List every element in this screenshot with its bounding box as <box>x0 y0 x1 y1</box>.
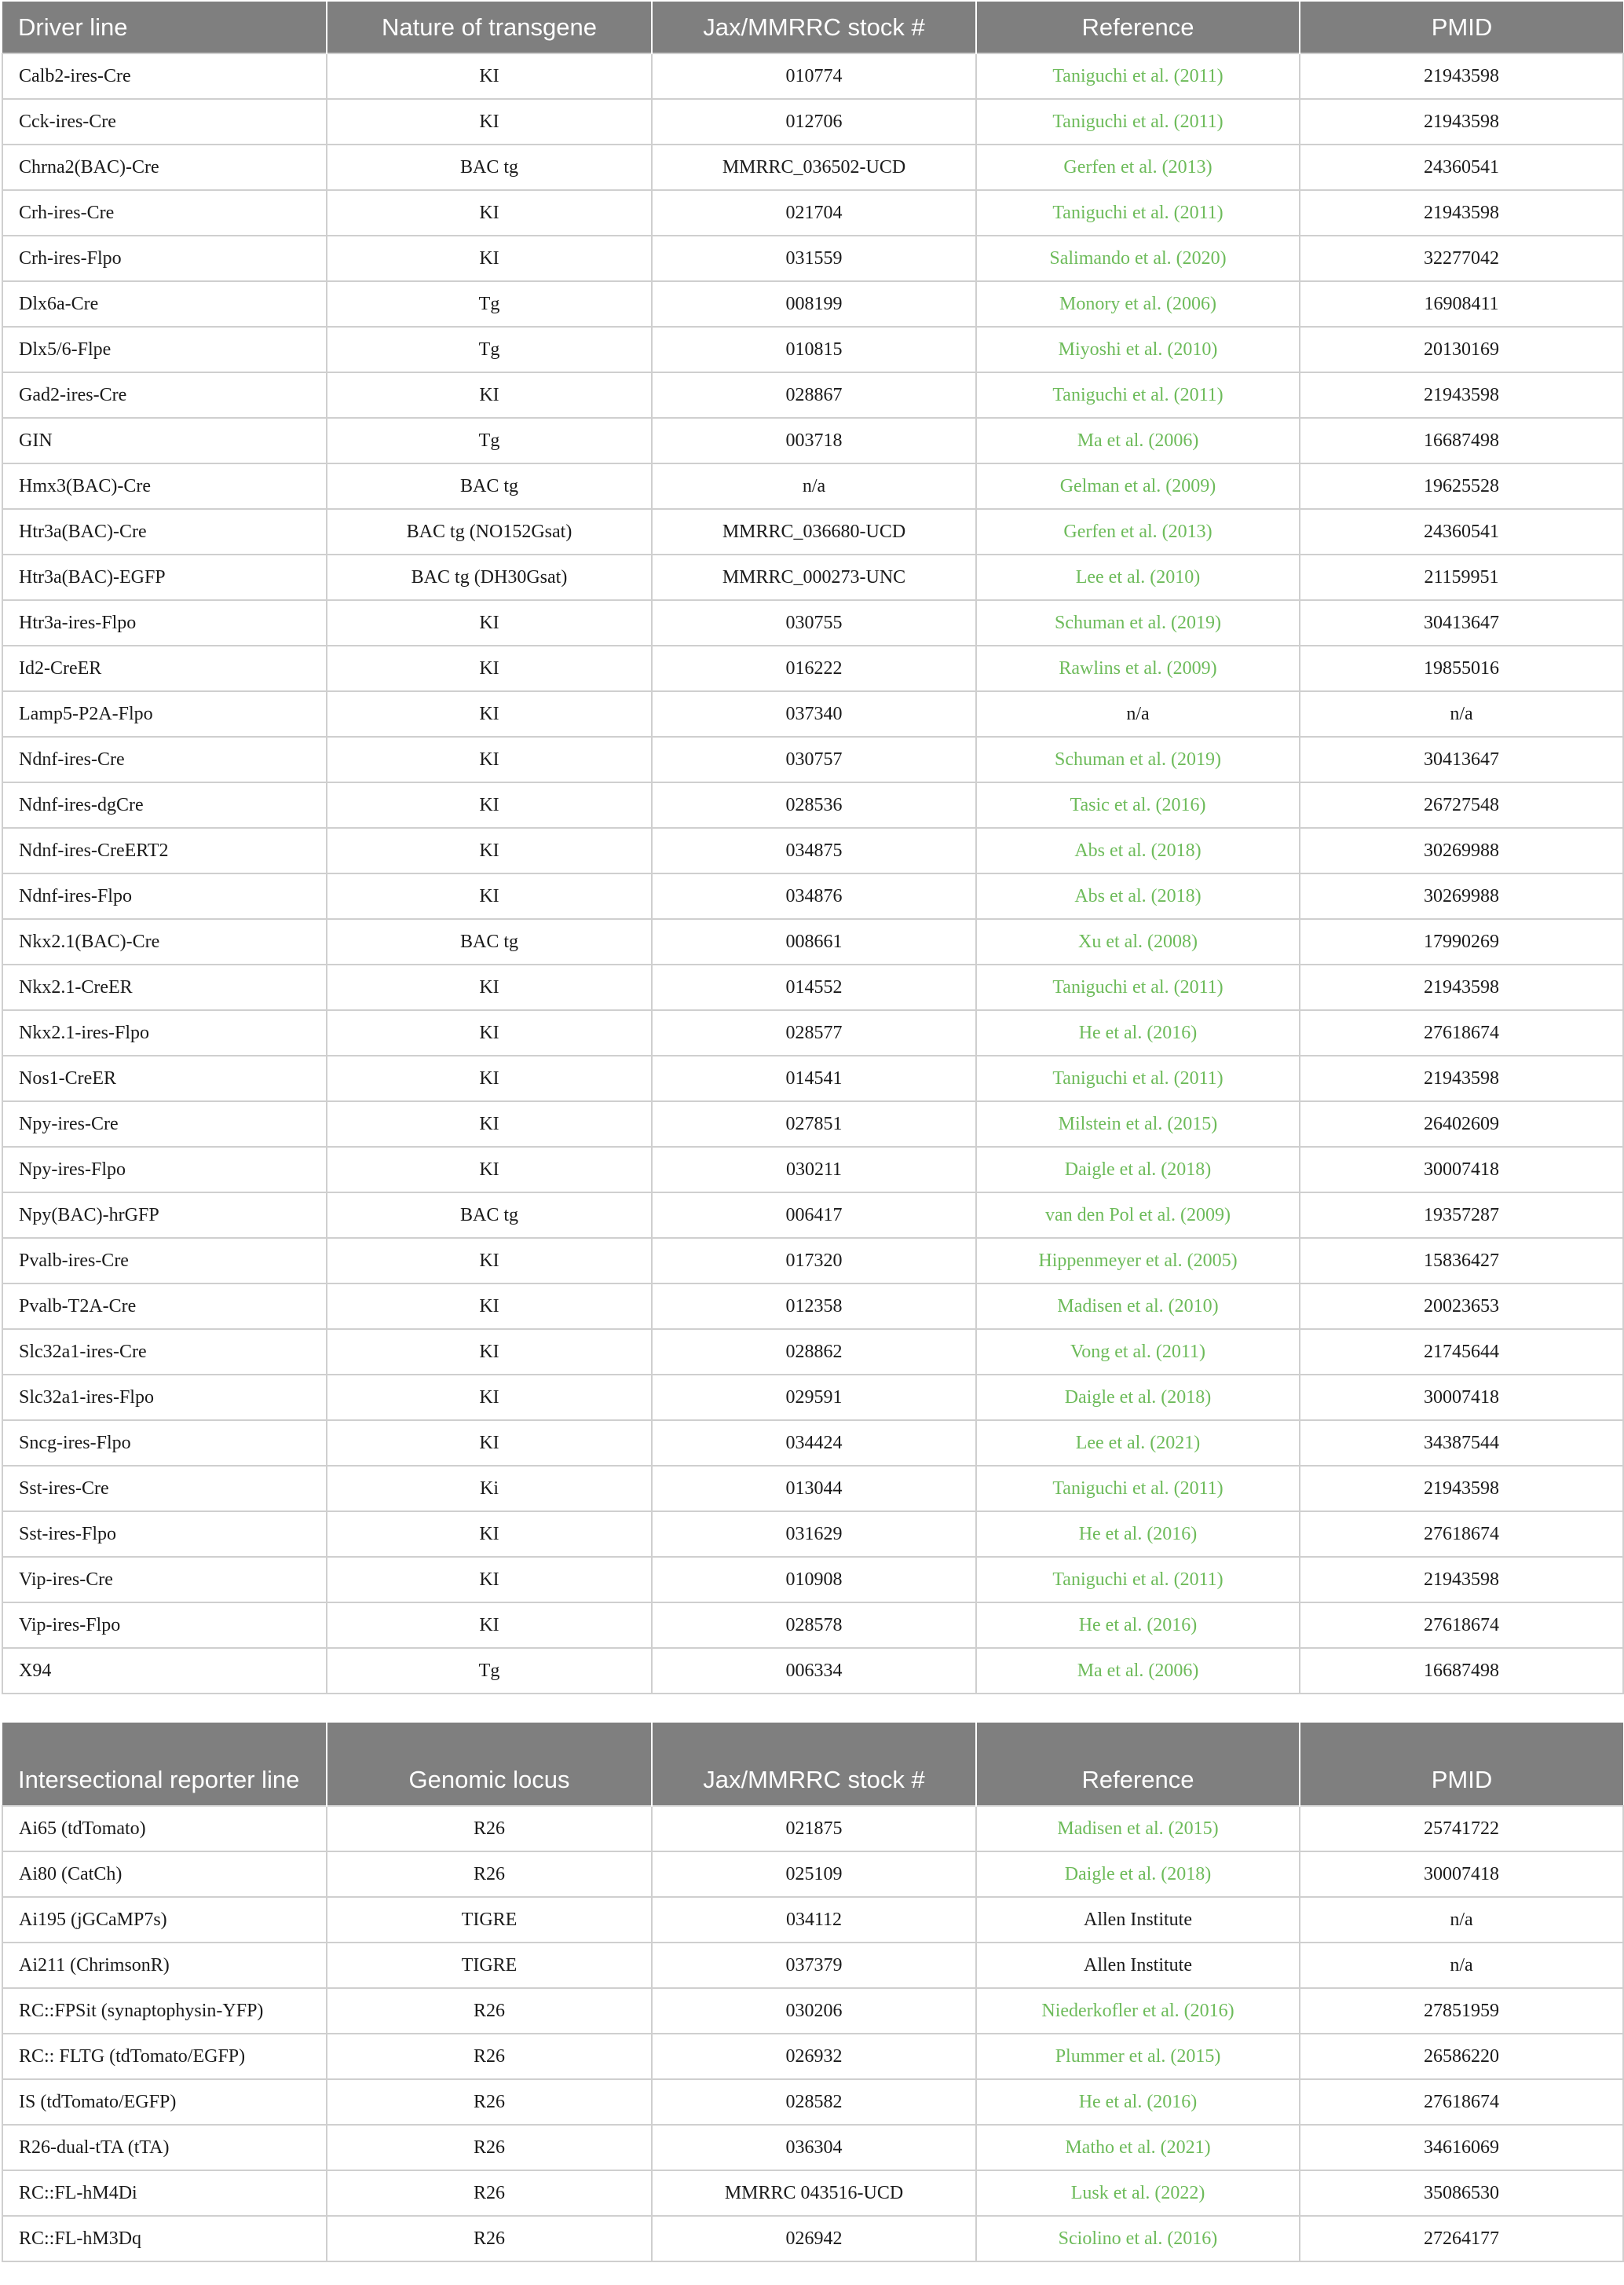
table-row <box>2 509 1623 555</box>
line-name-cell: Htr3a(BAC)-Cre <box>2 509 327 555</box>
line-name-cell: Ndnf-ires-Flpo <box>2 873 327 919</box>
transgene-cell: KI <box>327 600 652 646</box>
driver-line-table <box>2 2 1624 1694</box>
pmid-cell: n/a <box>1300 1897 1623 1943</box>
table-row <box>2 1101 1623 1147</box>
transgene-cell: BAC tg <box>327 463 652 509</box>
pmid-cell: 34616069 <box>1300 2125 1623 2170</box>
pmid-cell: 21745644 <box>1300 1329 1623 1375</box>
line-name-cell: Chrna2(BAC)-Cre <box>2 145 327 190</box>
stock-number-cell: MMRRC_036502-UCD <box>652 145 976 190</box>
transgene-cell: KI <box>327 1602 652 1648</box>
line-name-cell: Htr3a-ires-Flpo <box>2 600 327 646</box>
table-row <box>2 1283 1623 1329</box>
stock-number-cell: 006417 <box>652 1192 976 1238</box>
pmid-cell: 35086530 <box>1300 2170 1623 2216</box>
transgene-cell: KI <box>327 1010 652 1056</box>
transgene-cell: BAC tg (NO152Gsat) <box>327 509 652 555</box>
table-row <box>2 919 1623 965</box>
stock-number-cell: 014541 <box>652 1056 976 1101</box>
transgene-cell: KI <box>327 828 652 873</box>
stock-number-cell: 006334 <box>652 1648 976 1694</box>
pmid-cell: 30413647 <box>1300 737 1623 782</box>
transgene-cell: BAC tg <box>327 1192 652 1238</box>
pmid-cell: n/a <box>1300 1943 1623 1988</box>
table-row <box>2 1375 1623 1420</box>
table-row <box>2 555 1623 600</box>
reference-cell: n/a <box>976 691 1300 737</box>
transgene-cell: KI <box>327 1283 652 1329</box>
reference-link[interactable]: Taniguchi et al. (2011) <box>976 965 1300 1010</box>
pmid-cell: 27851959 <box>1300 1988 1623 2034</box>
table-row <box>2 1988 1623 2034</box>
reference-link[interactable]: Taniguchi et al. (2011) <box>976 190 1300 236</box>
stock-number-cell: 021875 <box>652 1806 976 1851</box>
pmid-cell: 20023653 <box>1300 1283 1623 1329</box>
stock-number-cell: 034112 <box>652 1897 976 1943</box>
pmid-cell: 27618674 <box>1300 1602 1623 1648</box>
stock-number-cell: 030757 <box>652 737 976 782</box>
reference-link[interactable]: Schuman et al. (2019) <box>976 600 1300 646</box>
stock-number-cell: 013044 <box>652 1466 976 1511</box>
stock-number-cell: MMRRC_000273-UNC <box>652 555 976 600</box>
stock-number-cell: 029591 <box>652 1375 976 1420</box>
reporter-line-table <box>2 1723 1624 2262</box>
table-row <box>2 1466 1623 1511</box>
stock-number-cell: 026932 <box>652 2034 976 2079</box>
reference-link[interactable]: Gelman et al. (2009) <box>976 463 1300 509</box>
transgene-cell: R26 <box>327 2216 652 2261</box>
line-name-cell: Npy-ires-Cre <box>2 1101 327 1147</box>
reference-link[interactable]: Madisen et al. (2010) <box>976 1283 1300 1329</box>
stock-number-cell: 037379 <box>652 1943 976 1988</box>
reference-link[interactable]: Ma et al. (2006) <box>976 1648 1300 1694</box>
transgene-cell: KI <box>327 190 652 236</box>
reference-link[interactable]: Miyoshi et al. (2010) <box>976 327 1300 372</box>
line-name-cell: Vip-ires-Flpo <box>2 1602 327 1648</box>
stock-number-cell: 030211 <box>652 1147 976 1192</box>
stock-number-cell: 028862 <box>652 1329 976 1375</box>
pmid-cell: 30007418 <box>1300 1375 1623 1420</box>
pmid-cell: 20130169 <box>1300 327 1623 372</box>
stock-number-cell: 017320 <box>652 1238 976 1283</box>
reference-link[interactable]: Daigle et al. (2018) <box>976 1851 1300 1897</box>
transgene-cell: KI <box>327 1056 652 1101</box>
transgene-cell: Tg <box>327 1648 652 1694</box>
pmid-cell: 24360541 <box>1300 145 1623 190</box>
table-row <box>2 1420 1623 1466</box>
stock-number-cell: 028582 <box>652 2079 976 2125</box>
table-row <box>2 1238 1623 1283</box>
pmid-cell: 21943598 <box>1300 1466 1623 1511</box>
line-name-cell: X94 <box>2 1648 327 1694</box>
line-name-cell: Ai80 (CatCh) <box>2 1851 327 1897</box>
table-row <box>2 1897 1623 1943</box>
line-name-cell: RC::FL-hM3Dq <box>2 2216 327 2261</box>
stock-number-cell: 027851 <box>652 1101 976 1147</box>
line-name-cell: Ai195 (jGCaMP7s) <box>2 1897 327 1943</box>
line-name-cell: Ai65 (tdTomato) <box>2 1806 327 1851</box>
table-row <box>2 828 1623 873</box>
pmid-cell: 19357287 <box>1300 1192 1623 1238</box>
reference-link[interactable]: Gerfen et al. (2013) <box>976 509 1300 555</box>
reference-cell: Allen Institute <box>976 1897 1300 1943</box>
reference-link[interactable]: Plummer et al. (2015) <box>976 2034 1300 2079</box>
pmid-cell: 21943598 <box>1300 965 1623 1010</box>
line-name-cell: Ndnf-ires-Cre <box>2 737 327 782</box>
stock-number-cell: 031559 <box>652 236 976 281</box>
table-row <box>2 145 1623 190</box>
table-row <box>2 1147 1623 1192</box>
pmid-cell: 21943598 <box>1300 1557 1623 1602</box>
reference-link[interactable]: He et al. (2016) <box>976 1602 1300 1648</box>
table-row <box>2 1602 1623 1648</box>
line-name-cell: Id2-CreER <box>2 646 327 691</box>
line-name-cell: RC::FPSit (synaptophysin-YFP) <box>2 1988 327 2034</box>
table-row <box>2 782 1623 828</box>
reference-link[interactable]: Daigle et al. (2018) <box>976 1147 1300 1192</box>
table-row <box>2 600 1623 646</box>
pmid-cell: 16908411 <box>1300 281 1623 327</box>
reference-link[interactable]: Matho et al. (2021) <box>976 2125 1300 2170</box>
line-name-cell: Npy-ires-Flpo <box>2 1147 327 1192</box>
transgene-cell: R26 <box>327 1806 652 1851</box>
stock-number-cell: MMRRC 043516-UCD <box>652 2170 976 2216</box>
table-row <box>2 2216 1623 2261</box>
reference-link[interactable]: Daigle et al. (2018) <box>976 1375 1300 1420</box>
pmid-cell: 30413647 <box>1300 600 1623 646</box>
column-header-stock-number: Jax/MMRRC stock # <box>652 2 976 53</box>
reference-link[interactable]: Milstein et al. (2015) <box>976 1101 1300 1147</box>
transgene-cell: R26 <box>327 2034 652 2079</box>
line-name-cell: Crh-ires-Flpo <box>2 236 327 281</box>
column-header-nature-of-transgene: Nature of transgene <box>327 2 652 53</box>
reference-link[interactable]: Xu et al. (2008) <box>976 919 1300 965</box>
reference-link[interactable]: Salimando et al. (2020) <box>976 236 1300 281</box>
reference-link[interactable]: Abs et al. (2018) <box>976 873 1300 919</box>
reference-link[interactable]: He et al. (2016) <box>976 1010 1300 1056</box>
transgene-cell: BAC tg (DH30Gsat) <box>327 555 652 600</box>
table-row <box>2 965 1623 1010</box>
line-name-cell: Ndnf-ires-CreERT2 <box>2 828 327 873</box>
stock-number-cell: 008661 <box>652 919 976 965</box>
line-name-cell: Pvalb-T2A-Cre <box>2 1283 327 1329</box>
table-row <box>2 2034 1623 2079</box>
reference-link[interactable]: Taniguchi et al. (2011) <box>976 1466 1300 1511</box>
transgene-cell: KI <box>327 873 652 919</box>
line-name-cell: Npy(BAC)-hrGFP <box>2 1192 327 1238</box>
reference-link[interactable]: Taniguchi et al. (2011) <box>976 1056 1300 1101</box>
stock-number-cell: 028577 <box>652 1010 976 1056</box>
pmid-cell: 21943598 <box>1300 1056 1623 1101</box>
table-row <box>2 1557 1623 1602</box>
transgene-cell: KI <box>327 1557 652 1602</box>
stock-number-cell: 034876 <box>652 873 976 919</box>
transgene-cell: BAC tg <box>327 919 652 965</box>
pmid-cell: 30007418 <box>1300 1851 1623 1897</box>
column-header-reference: Reference <box>976 2 1300 53</box>
stock-number-cell: 034875 <box>652 828 976 873</box>
stock-number-cell: 010908 <box>652 1557 976 1602</box>
pmid-cell: 27618674 <box>1300 1511 1623 1557</box>
line-name-cell: Ndnf-ires-dgCre <box>2 782 327 828</box>
line-name-cell: R26-dual-tTA (tTA) <box>2 2125 327 2170</box>
column-header-genomic-locus: Genomic locus <box>327 1723 652 1806</box>
table-row <box>2 646 1623 691</box>
reference-link[interactable]: Hippenmeyer et al. (2005) <box>976 1238 1300 1283</box>
stock-number-cell: 026942 <box>652 2216 976 2261</box>
reference-link[interactable]: He et al. (2016) <box>976 1511 1300 1557</box>
reference-link[interactable]: He et al. (2016) <box>976 2079 1300 2125</box>
pmid-cell: 27264177 <box>1300 2216 1623 2261</box>
line-name-cell: Cck-ires-Cre <box>2 99 327 145</box>
pmid-cell: 19855016 <box>1300 646 1623 691</box>
transgene-cell: KI <box>327 1101 652 1147</box>
driver-table-header <box>2 2 1623 53</box>
stock-number-cell: 010774 <box>652 53 976 99</box>
transgene-cell: KI <box>327 691 652 737</box>
pmid-cell: 16687498 <box>1300 1648 1623 1694</box>
stock-number-cell: 031629 <box>652 1511 976 1557</box>
reference-link[interactable]: van den Pol et al. (2009) <box>976 1192 1300 1238</box>
reference-link[interactable]: Ma et al. (2006) <box>976 418 1300 463</box>
transgene-cell: KI <box>327 1375 652 1420</box>
line-name-cell: Sncg-ires-Flpo <box>2 1420 327 1466</box>
pmid-cell: 21943598 <box>1300 99 1623 145</box>
line-name-cell: Calb2-ires-Cre <box>2 53 327 99</box>
reference-link[interactable]: Lee et al. (2010) <box>976 555 1300 600</box>
line-name-cell: Ai211 (ChrimsonR) <box>2 1943 327 1988</box>
pmid-cell: 17990269 <box>1300 919 1623 965</box>
stock-number-cell: 010815 <box>652 327 976 372</box>
stock-number-cell: 030755 <box>652 600 976 646</box>
transgene-cell: R26 <box>327 2170 652 2216</box>
table-row <box>2 1648 1623 1694</box>
driver-table-body <box>2 53 1623 1694</box>
line-name-cell: Sst-ires-Flpo <box>2 1511 327 1557</box>
stock-number-cell: 025109 <box>652 1851 976 1897</box>
pmid-cell: 16687498 <box>1300 418 1623 463</box>
reference-link[interactable]: Lee et al. (2021) <box>976 1420 1300 1466</box>
pmid-cell: 30269988 <box>1300 828 1623 873</box>
reference-link[interactable]: Gerfen et al. (2013) <box>976 145 1300 190</box>
pmid-cell: 34387544 <box>1300 1420 1623 1466</box>
pmid-cell: 21943598 <box>1300 372 1623 418</box>
reference-link[interactable]: Lusk et al. (2022) <box>976 2170 1300 2216</box>
table-row <box>2 691 1623 737</box>
line-name-cell: GIN <box>2 418 327 463</box>
stock-number-cell: 012706 <box>652 99 976 145</box>
transgene-cell: KI <box>327 53 652 99</box>
column-header-reporter-line: Intersectional reporter line <box>2 1723 327 1806</box>
reference-link[interactable]: Taniguchi et al. (2011) <box>976 53 1300 99</box>
reference-link[interactable]: Niederkofler et al. (2016) <box>976 1988 1300 2034</box>
transgene-cell: Tg <box>327 281 652 327</box>
stock-number-cell: 028578 <box>652 1602 976 1648</box>
transgene-cell: KI <box>327 236 652 281</box>
table-row <box>2 418 1623 463</box>
line-name-cell: RC::FL-hM4Di <box>2 2170 327 2216</box>
table-row <box>2 1943 1623 1988</box>
line-name-cell: Nkx2.1-CreER <box>2 965 327 1010</box>
reference-link[interactable]: Taniguchi et al. (2011) <box>976 372 1300 418</box>
pmid-cell: 21159951 <box>1300 555 1623 600</box>
transgene-cell: KI <box>327 737 652 782</box>
line-name-cell: IS (tdTomato/EGFP) <box>2 2079 327 2125</box>
line-name-cell: Sst-ires-Cre <box>2 1466 327 1511</box>
line-name-cell: Nkx2.1(BAC)-Cre <box>2 919 327 965</box>
pmid-cell: 27618674 <box>1300 2079 1623 2125</box>
pmid-cell: 24360541 <box>1300 509 1623 555</box>
pmid-cell: 30269988 <box>1300 873 1623 919</box>
column-header-driver-line: Driver line <box>2 2 327 53</box>
reporter-table-body <box>2 1806 1623 2261</box>
transgene-cell: KI <box>327 1147 652 1192</box>
line-name-cell: Hmx3(BAC)-Cre <box>2 463 327 509</box>
stock-number-cell: 012358 <box>652 1283 976 1329</box>
table-row <box>2 1851 1623 1897</box>
table-row <box>2 1511 1623 1557</box>
column-header-reference: Reference <box>976 1723 1300 1806</box>
stock-number-cell: 021704 <box>652 190 976 236</box>
column-header-stock-number: Jax/MMRRC stock # <box>652 1723 976 1806</box>
transgene-cell: BAC tg <box>327 145 652 190</box>
table-row <box>2 190 1623 236</box>
transgene-cell: KI <box>327 646 652 691</box>
line-name-cell: Htr3a(BAC)-EGFP <box>2 555 327 600</box>
stock-number-cell: MMRRC_036680-UCD <box>652 509 976 555</box>
stock-number-cell: 034424 <box>652 1420 976 1466</box>
transgene-cell: R26 <box>327 2079 652 2125</box>
transgene-cell: Tg <box>327 327 652 372</box>
pmid-cell: 26586220 <box>1300 2034 1623 2079</box>
stock-number-cell: 008199 <box>652 281 976 327</box>
table-row <box>2 236 1623 281</box>
table-row <box>2 1329 1623 1375</box>
line-name-cell: Gad2-ires-Cre <box>2 372 327 418</box>
line-name-cell: Nkx2.1-ires-Flpo <box>2 1010 327 1056</box>
reference-cell: Allen Institute <box>976 1943 1300 1988</box>
transgene-cell: KI <box>327 1329 652 1375</box>
transgene-cell: Ki <box>327 1466 652 1511</box>
column-header-pmid: PMID <box>1300 1723 1623 1806</box>
table-row <box>2 327 1623 372</box>
transgene-cell: KI <box>327 1420 652 1466</box>
transgene-cell: R26 <box>327 2125 652 2170</box>
stock-number-cell: 030206 <box>652 1988 976 2034</box>
line-name-cell: Vip-ires-Cre <box>2 1557 327 1602</box>
table-row <box>2 873 1623 919</box>
pmid-cell: 25741722 <box>1300 1806 1623 1851</box>
reference-link[interactable]: Taniguchi et al. (2011) <box>976 1557 1300 1602</box>
pmid-cell: 19625528 <box>1300 463 1623 509</box>
line-name-cell: Slc32a1-ires-Flpo <box>2 1375 327 1420</box>
stock-number-cell: 037340 <box>652 691 976 737</box>
line-name-cell: Pvalb-ires-Cre <box>2 1238 327 1283</box>
table-row <box>2 2079 1623 2125</box>
table-row <box>2 1056 1623 1101</box>
transgene-cell: TIGRE <box>327 1943 652 1988</box>
reference-link[interactable]: Rawlins et al. (2009) <box>976 646 1300 691</box>
transgene-cell: KI <box>327 782 652 828</box>
reference-link[interactable]: Madisen et al. (2015) <box>976 1806 1300 1851</box>
stock-number-cell: 014552 <box>652 965 976 1010</box>
transgene-cell: KI <box>327 99 652 145</box>
table-row <box>2 1192 1623 1238</box>
transgene-cell: KI <box>327 1511 652 1557</box>
pmid-cell: 21943598 <box>1300 190 1623 236</box>
line-name-cell: Dlx5/6-Flpe <box>2 327 327 372</box>
pmid-cell: 21943598 <box>1300 53 1623 99</box>
pmid-cell: 30007418 <box>1300 1147 1623 1192</box>
stock-number-cell: 028867 <box>652 372 976 418</box>
table-row <box>2 99 1623 145</box>
reference-link[interactable]: Tasic et al. (2016) <box>976 782 1300 828</box>
table-row <box>2 281 1623 327</box>
column-header-pmid: PMID <box>1300 2 1623 53</box>
table-row <box>2 2170 1623 2216</box>
transgene-cell: R26 <box>327 1851 652 1897</box>
pmid-cell: 32277042 <box>1300 236 1623 281</box>
line-name-cell: RC:: FLTG (tdTomato/EGFP) <box>2 2034 327 2079</box>
transgene-cell: R26 <box>327 1988 652 2034</box>
table-row <box>2 53 1623 99</box>
reference-link[interactable]: Schuman et al. (2019) <box>976 737 1300 782</box>
pmid-cell: 26727548 <box>1300 782 1623 828</box>
line-name-cell: Slc32a1-ires-Cre <box>2 1329 327 1375</box>
line-name-cell: Crh-ires-Cre <box>2 190 327 236</box>
pmid-cell: 15836427 <box>1300 1238 1623 1283</box>
table-row <box>2 2125 1623 2170</box>
reference-link[interactable]: Monory et al. (2006) <box>976 281 1300 327</box>
table-row <box>2 737 1623 782</box>
pmid-cell: 27618674 <box>1300 1010 1623 1056</box>
transgene-cell: KI <box>327 965 652 1010</box>
stock-number-cell: 036304 <box>652 2125 976 2170</box>
transgene-cell: Tg <box>327 418 652 463</box>
stock-number-cell: 003718 <box>652 418 976 463</box>
line-name-cell: Nos1-CreER <box>2 1056 327 1101</box>
table-row <box>2 1010 1623 1056</box>
reference-link[interactable]: Sciolino et al. (2016) <box>976 2216 1300 2261</box>
stock-number-cell: 016222 <box>652 646 976 691</box>
reporter-table-header <box>2 1723 1623 1806</box>
line-name-cell: Lamp5-P2A-Flpo <box>2 691 327 737</box>
table-row <box>2 372 1623 418</box>
table-row <box>2 1806 1623 1851</box>
reference-link[interactable]: Vong et al. (2011) <box>976 1329 1300 1375</box>
transgene-cell: TIGRE <box>327 1897 652 1943</box>
transgene-cell: KI <box>327 372 652 418</box>
pmid-cell: 26402609 <box>1300 1101 1623 1147</box>
reference-link[interactable]: Taniguchi et al. (2011) <box>976 99 1300 145</box>
table-row <box>2 463 1623 509</box>
stock-number-cell: n/a <box>652 463 976 509</box>
pmid-cell: n/a <box>1300 691 1623 737</box>
stock-number-cell: 028536 <box>652 782 976 828</box>
line-name-cell: Dlx6a-Cre <box>2 281 327 327</box>
reference-link[interactable]: Abs et al. (2018) <box>976 828 1300 873</box>
transgene-cell: KI <box>327 1238 652 1283</box>
